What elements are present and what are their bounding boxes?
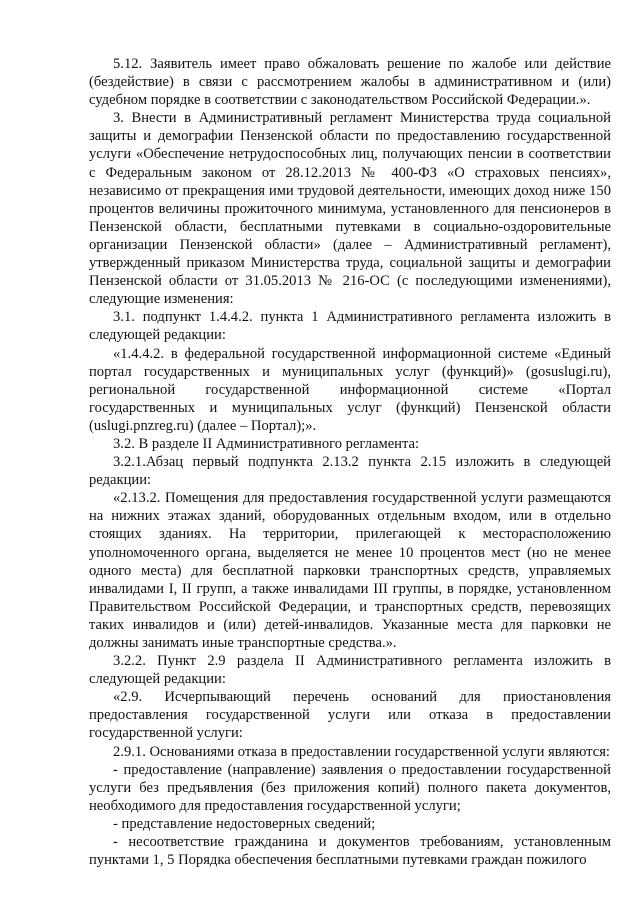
document-page [89,55,611,869]
paragraph-3-2-2: 3.2.2. Пункт 2.9 раздела II Административного регламента изложить в следующей редакции: [89,653,611,688]
paragraph-3-2: 3.2. В разделе II Административного регламента: [113,435,420,452]
paragraph-3: 3. Внести в Административный регламент Министерства труда социальной защиты и демографии Пензенской области по предоставлению государственной услуги «Обеспечение нетрудоспособных лиц, получающих пенсии в соответствии с Федеральным законом от 28.12.2013 № 400-ФЗ «О страховых пенсиях», независимо от прекращения ими трудовой деятельности, имеющих доход ниже 150 процентов величины прожиточного минимума, установленного для пенсионеров в Пензенской области, бесплатными путевками в социально-оздоровительные организации Пензенской области» (далее – Административный регламент), утвержденный приказом Министерства труда, социальной защиты и демографии Пензенской области от 31.05.2013 № 216-ОС (с последующими изменениями), следующие изменения: [89,110,611,308]
paragraph-2-13-2: «2.13.2. Помещения для предоставления государственной услуги размещаются на нижних этажах зданий, оборудованных отдельным входом, или в отдельно стоящих зданиях. На территории, прилегающей к месторасположению уполномоченного органа, выделяется не менее 10 процентов мест (но не менее одного места) для бесплатной парковки транспортных средств, управляемых инвалидами I, II групп, а также инвалидами III группы, в порядке, установленном Правительством Российской Федерации, и транспортных средств, перевозящих таких инвалидов и (или) детей-инвалидов. Указанные места для парковки не должны занимать иные транспортные средства.». [89,490,611,651]
paragraph-3-2-1: 3.2.1.Абзац первый подпункта 2.13.2 пункта 2.15 изложить в следующей редакции: [89,454,611,489]
list-item-false-information: - представление недостоверных сведений; [113,815,376,832]
paragraph-1-4-4-2: «1.4.4.2. в федеральной государственной информационной системе «Единый портал государственных и муниципальных услуг (функций)» (gosuslugi.ru), региональной государственной информационной системе «Портал государственных и муниципальных услуг (функций) Пензенской области (uslugi.pnzreg.ru) (далее – Портал);». [89,345,611,434]
list-item-nonconformity: - несоответствие гражданина и документов требованиям, установленным пунктами 1, 5 Порядка обеспечения бесплатными путевками граждан пожилого [89,834,611,869]
paragraph-2-9: «2.9. Исчерпывающий перечень оснований для приостановления предоставления государственной услуги или отказа в предоставлении государственной услуги: [89,689,611,742]
list-item-incomplete-documents: - предоставление (направление) заявления о предоставлении государственной услуги без предъявления (без приложения копий) полного пакета документов, необходимого для предоставления государственной услуги; [89,761,611,814]
paragraph-2-9-1: 2.9.1. Основаниями отказа в предоставлении государственной услуги являются: [113,743,610,760]
paragraph-3-1: 3.1. подпункт 1.4.4.2. пункта 1 Административного регламента изложить в следующей редакции: [89,309,611,344]
paragraph-5-12: 5.12. Заявитель имеет право обжаловать решение по жалобе или действие (бездействие) в связи с рассмотрением жалобы в административном и (или) судебном порядке в соответствии с законодательством Российской Федерации.». [89,56,611,109]
